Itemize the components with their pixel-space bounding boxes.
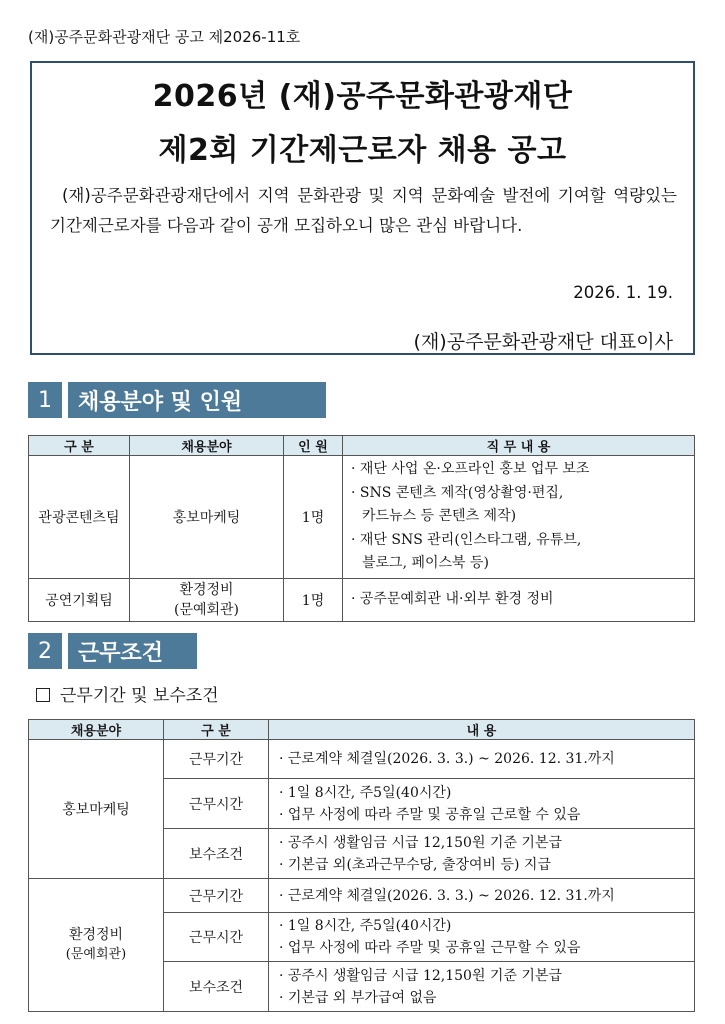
content-line: · 업무 사정에 따라 주말 및 공휴일 근로할 수 있음 [279,806,581,823]
section-2-number: 2 [28,633,62,669]
content-line: · 근로계약 체결일(2026. 3. 3.) ~ 2026. 12. 31.까지 [279,751,615,767]
field-line: (문예회관) [65,947,127,962]
duty-line: · 재단 SNS 관리(인스타그램, 유튜브, [351,531,582,548]
issuer: (재)공주문화관광재단 대표이사 [413,331,673,353]
content-line: · 기본급 외 부가급여 없음 [279,989,437,1006]
header-field: 채용분야 [130,436,284,456]
header-category: 구 분 [164,720,269,740]
intro-body: (재)공주문화관광재단에서 지역 문화관광 및 지역 문화예술 발전에 기여할 역량있는 기간제근로자를 다음과 같이 공개 모집하오니 많은 관심 바랍니다. [50,186,677,235]
title-line-1: 2026년 (재)공주문화관광재단 [152,79,573,114]
field-cell: 홍보마케팅 [130,456,284,579]
recruitment-table [28,435,695,622]
duties-cell [343,456,695,579]
checkbox-square-icon [36,688,50,702]
count-cell: 1명 [284,456,343,579]
duties-cell [343,578,695,621]
content-line: · 근로계약 체결일(2026. 3. 3.) ~ 2026. 12. 31.까지 [279,887,615,904]
category-cell: 근무시간 [164,779,269,829]
section-2-title: 근무조건 [68,633,197,669]
section-1-header [28,382,326,418]
duty-line: · 공주문예회관 내·외부 환경 정비 [351,590,554,607]
notice-number: (재)공주문화관광재단 공고 제2026-11호 [28,28,301,46]
duty-line: · 재단 사업 온·오프라인 홍보 업무 보조 [351,461,590,477]
title-line-2: 제2회 기간제근로자 채용 공고 [158,133,567,168]
recruitment-header-row [29,436,695,456]
table-row [29,578,695,621]
header-duties: 직 무 내 용 [343,436,695,456]
subheading-text: 근무기간 및 보수조건 [60,686,219,706]
group-field-cell [29,879,164,1012]
section-1-number: 1 [28,382,62,418]
content-line: · 업무 사정에 따라 주말 및 공휴일 근무할 수 있음 [279,940,581,956]
content-line: · 공주시 생활임금 시급 12,150원 기준 기본급 [279,834,562,851]
category-cell: 보수조건 [164,962,269,1012]
group-field-cell: 홍보마케팅 [29,740,164,879]
count-cell: 1명 [284,578,343,621]
category-cell: 보수조건 [164,829,269,879]
duty-line: 블로그, 페이스북 등) [362,555,490,571]
content-cell [269,740,695,779]
header-count: 인 원 [284,436,343,456]
subheading [36,681,219,706]
conditions-table [28,719,695,1012]
table-row [29,879,695,913]
content-cell [269,962,695,1012]
field-line: (문예회관) [173,601,240,618]
intro-text [50,181,677,241]
category-cell: 근무기간 [164,879,269,913]
content-cell [269,879,695,913]
division-cell: 공연기획팀 [29,578,130,621]
category-cell: 근무시간 [164,913,269,962]
header-content: 내 용 [269,720,695,740]
division-cell: 관광콘텐츠팀 [29,456,130,579]
header-division: 구 분 [29,436,130,456]
content-cell [269,779,695,829]
field-cell [130,578,284,621]
category-cell: 근무기간 [164,740,269,779]
content-line: · 1일 8시간, 주5일(40시간) [279,918,452,934]
duty-line: 카드뉴스 등 콘텐츠 제작) [362,508,517,524]
section-1-title: 채용분야 및 인원 [68,382,326,418]
field-line: 환경정비 [179,581,234,598]
content-cell [269,829,695,879]
table-row [29,456,695,579]
content-line: · 1일 8시간, 주5일(40시간) [279,784,452,801]
content-line: · 공주시 생활임금 시급 12,150원 기준 기본급 [279,967,562,984]
field-line: 환경정비 [68,927,124,943]
conditions-header-row [29,720,695,740]
duty-line: · SNS 콘텐츠 제작(영상촬영·편집, [351,484,564,501]
section-2-header [28,633,197,669]
table-row [29,740,695,779]
header-field: 채용분야 [29,720,164,740]
content-line: · 기본급 외(초과근무수당, 출장여비 등) 지급 [279,856,551,873]
content-cell [269,913,695,962]
notice-date: 2026. 1. 19. [573,283,673,302]
title-box [30,61,695,355]
